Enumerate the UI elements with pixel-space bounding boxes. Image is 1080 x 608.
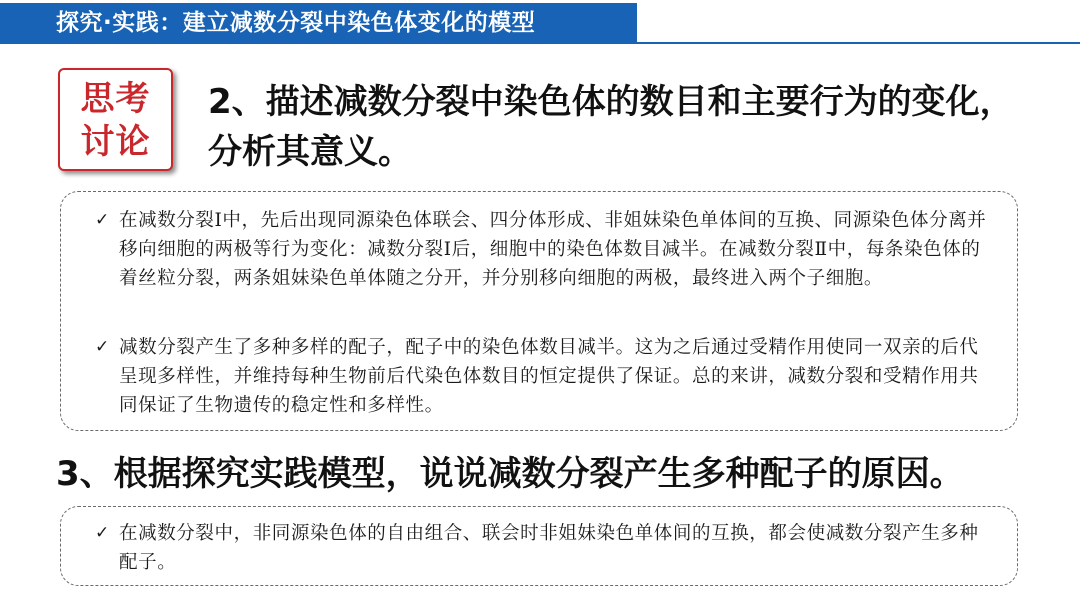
question-2-line-1: 2、描述减数分裂中染色体的数目和主要行为的变化， <box>208 82 1014 122</box>
header-title: 探究·实践：建立减数分裂中染色体变化的模型 <box>56 10 536 36</box>
check-icon: ✓ <box>95 210 110 230</box>
answer-bullet <box>95 206 995 293</box>
question-2-line-2: 分析其意义。 <box>208 132 412 172</box>
check-icon: ✓ <box>95 337 110 357</box>
badge-line-2: 讨论 <box>80 122 151 162</box>
answer-text: 在减数分裂Ⅰ中，先后出现同源染色体联会、四分体形成、非姐妹染色单体间的互换、同源染色体分离并移向细胞的两极等行为变化：减数分裂Ⅰ后，细胞中的染色体数目减半。在减数分裂Ⅱ中，每条染色体的着丝粒分裂，两条姐妹染色单体随之分开，并分别移向细胞的两极，最终进入两个子细胞。 <box>119 210 987 289</box>
discussion-badge <box>58 68 173 171</box>
badge-line-1: 思考 <box>80 79 151 119</box>
answer-bullet <box>95 519 995 577</box>
answer-box-1 <box>60 191 1018 431</box>
answer-text: 减数分裂产生了多种多样的配子，配子中的染色体数目减半。这为之后通过受精作用使同一双亲的后代呈现多样性，并维持每种生物前后代染色体数目的恒定提供了保证。总的来讲，减数分裂和受精作用共同保证了生物遗传的稳定性和多样性。 <box>119 337 979 416</box>
answer-bullet <box>95 333 995 420</box>
check-icon: ✓ <box>95 523 110 543</box>
header-rule <box>637 42 1080 44</box>
answer-text: 在减数分裂中，非同源染色体的自由组合、联会时非姐妹染色单体间的互换，都会使减数分裂产生多种配子。 <box>119 523 979 573</box>
question-3: 3、根据探究实践模型，说说减数分裂产生多种配子的原因。 <box>56 454 964 494</box>
answer-box-2 <box>60 506 1018 586</box>
question-2 <box>208 77 1014 177</box>
